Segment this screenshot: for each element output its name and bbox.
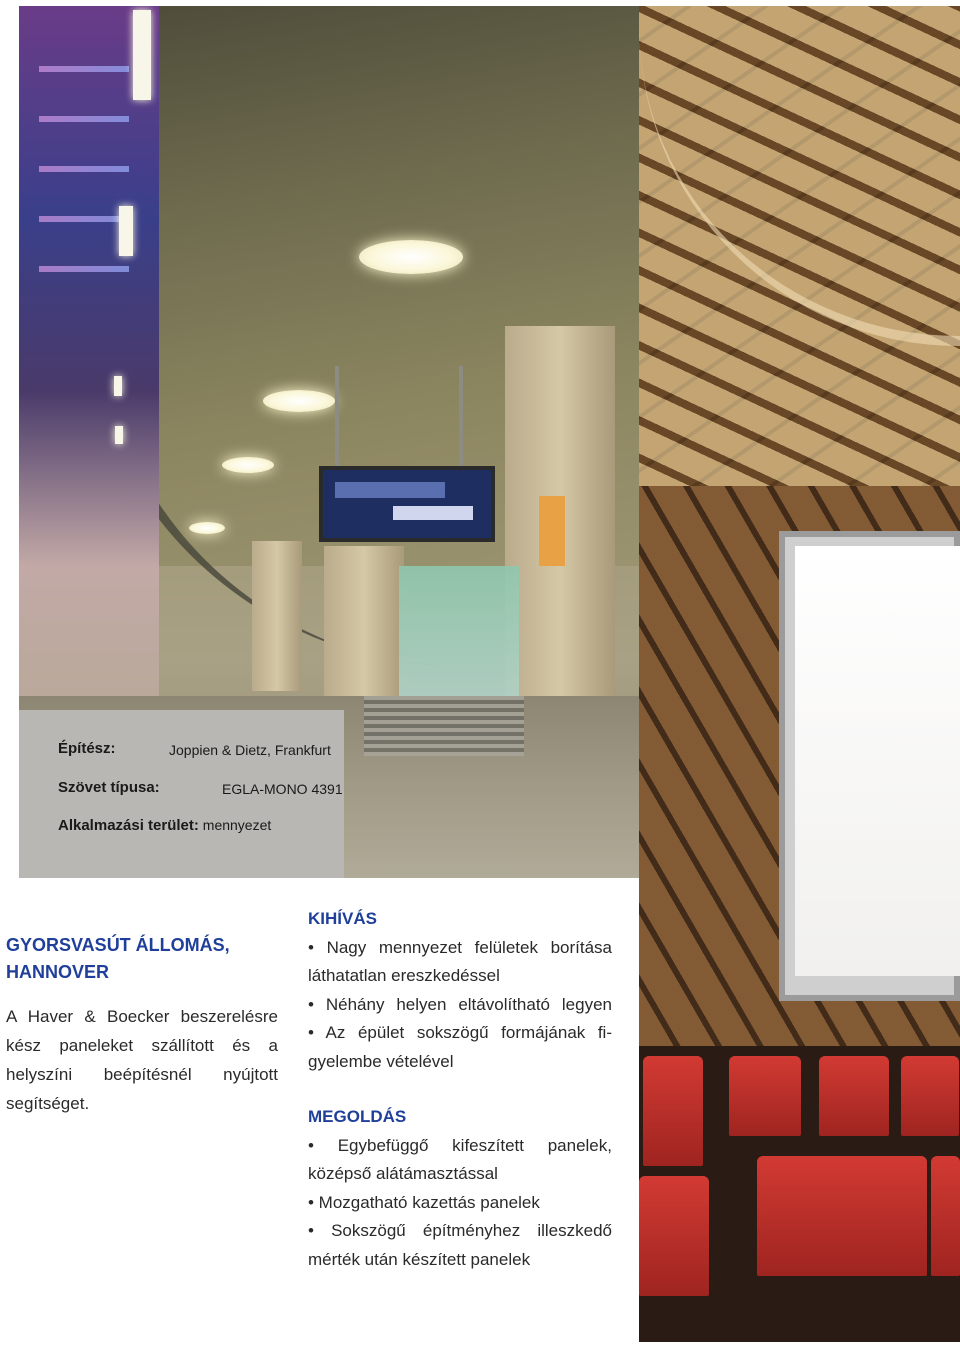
- solution-item: • Egybefüggő kifeszített panelek,: [308, 1135, 612, 1155]
- intro-text: [6, 1002, 278, 1118]
- page-title: [6, 932, 278, 986]
- challenge-heading: KIHÍVÁS: [308, 909, 377, 928]
- fabric-label: Szövet típusa:: [58, 779, 160, 796]
- ceiling-lamp: [263, 390, 335, 412]
- area-label: Alkalmazási terület:: [58, 817, 199, 834]
- ceiling-lamp: [359, 240, 463, 274]
- cinema-photo: [639, 6, 960, 1342]
- solution-item: • Sokszögű építményhez illeszkedő: [308, 1221, 612, 1240]
- departure-board: [319, 466, 495, 542]
- bench: [364, 696, 524, 756]
- title-line: GYORSVASÚT ÁLLOMÁS,: [6, 935, 230, 955]
- solution-heading: MEGOLDÁS: [308, 1107, 407, 1126]
- solution-item: középső alátámasztással: [308, 1164, 498, 1183]
- solution-item: mérték után készített panelek: [308, 1249, 531, 1269]
- text-line: helyszíni beépítésnél nyújtott: [6, 1065, 278, 1084]
- architect-label: Építész:: [58, 740, 116, 757]
- challenge-item: gyelembe vételével: [308, 1051, 454, 1071]
- details-section: [308, 905, 612, 1274]
- area-value: mennyezet: [202, 817, 272, 833]
- ceiling-lamp: [189, 522, 225, 534]
- title-line: HANNOVER: [6, 962, 110, 982]
- illuminated-wall: [19, 6, 159, 706]
- project-info-box: [19, 710, 344, 878]
- fabric-value: EGLA-MONO 4391: [222, 781, 343, 797]
- cinema-screen: [795, 546, 960, 976]
- text-line: kész paneleket szállított és a: [6, 1036, 278, 1055]
- solution-item: • Mozgatható kazettás panelek: [308, 1192, 540, 1212]
- text-line: segítséget.: [6, 1094, 90, 1113]
- challenge-item: láthatatlan ereszkedéssel: [308, 966, 500, 985]
- challenge-item: • Néhány helyen eltávolítható legyen: [308, 994, 612, 1014]
- pillar: [252, 541, 302, 691]
- challenge-item: • Az épület sokszögű formájának fi-: [308, 1023, 612, 1042]
- challenge-item: • Nagy mennyezet felületek borítása: [308, 937, 612, 957]
- intro-section: [6, 932, 278, 1118]
- architect-value: Joppien & Dietz, Frankfurt: [169, 742, 331, 758]
- cinema-seats: [639, 1046, 960, 1342]
- ceiling-lamp: [222, 457, 274, 473]
- platform-sign: [539, 496, 565, 566]
- text-line: A Haver & Boecker beszerelésre: [6, 1007, 278, 1026]
